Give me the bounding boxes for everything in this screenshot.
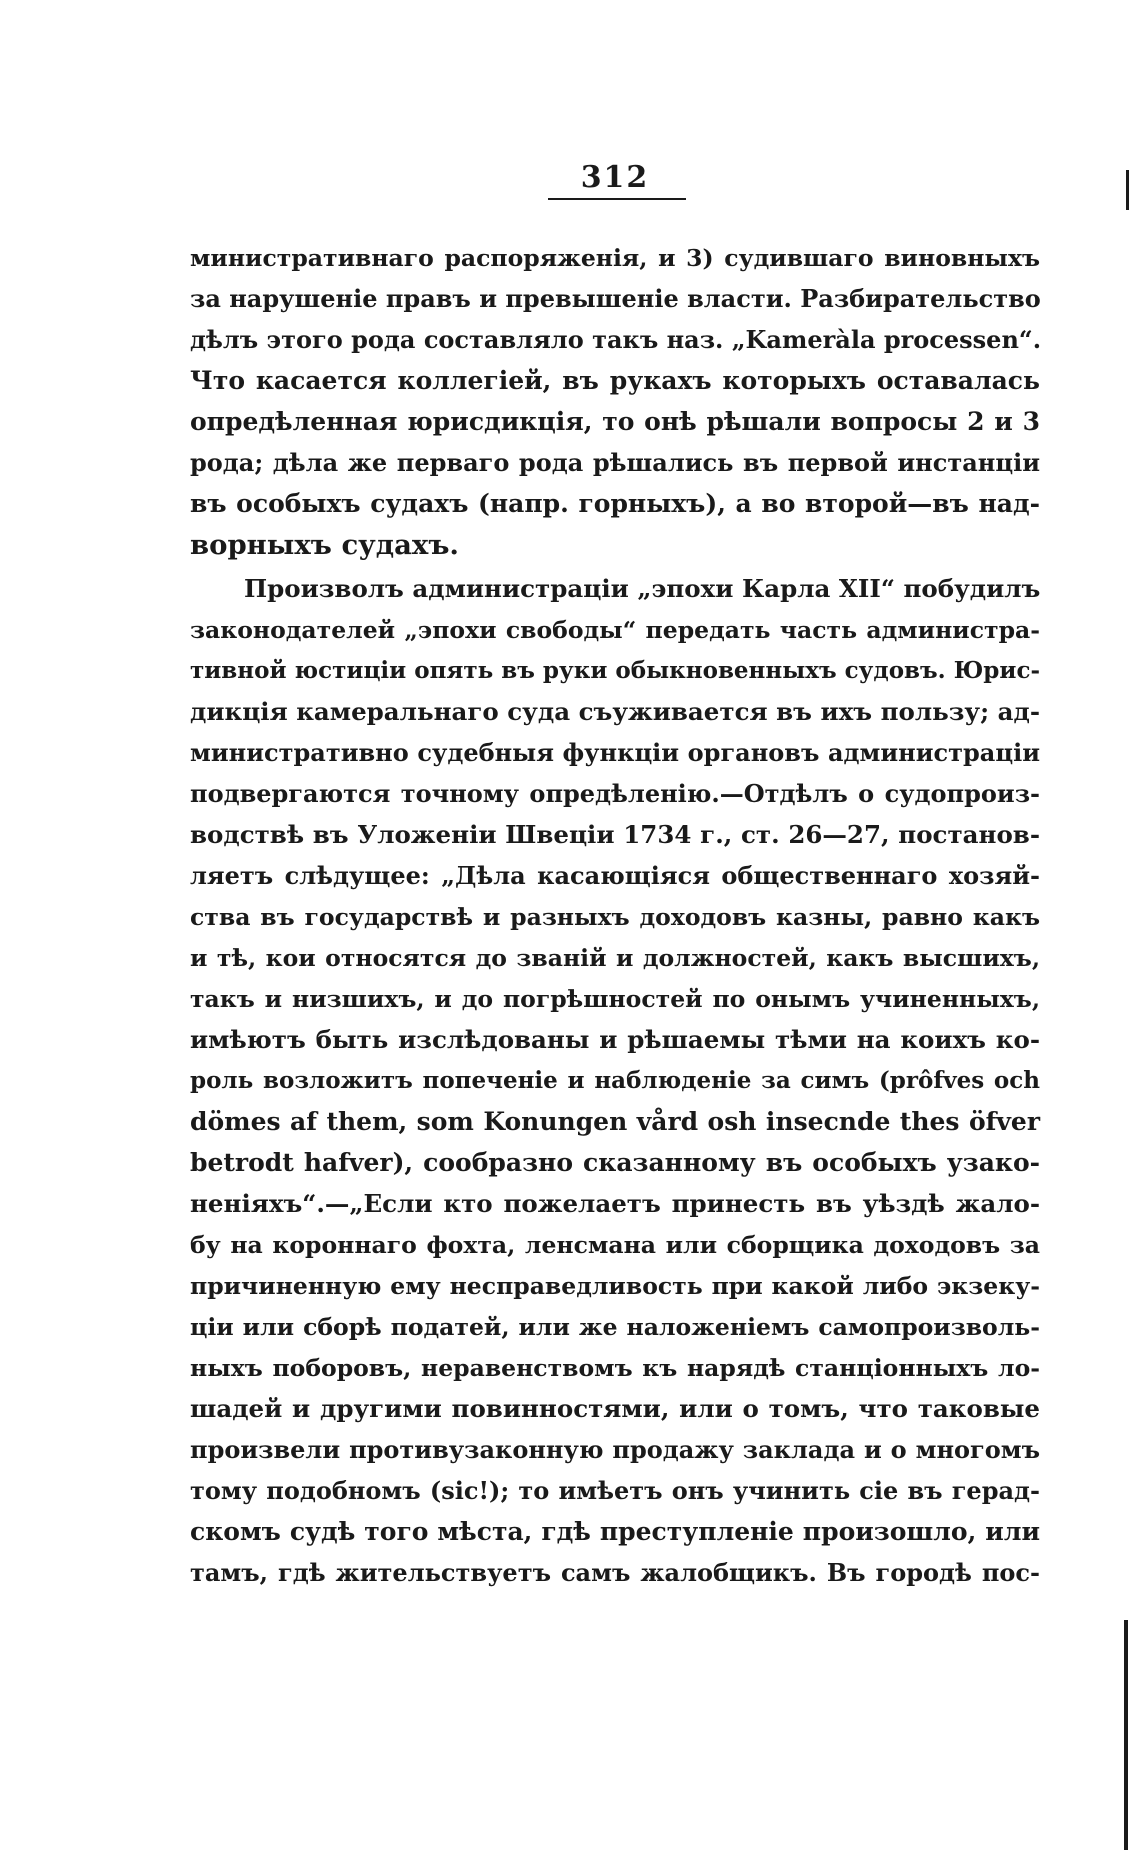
text-line: министративнаго распоряженія, и 3) судившаго виновныхъ [190, 244, 1040, 272]
page-number-rule [548, 198, 686, 200]
text-line: betrodt hafver), сообразно сказанному въ особыхъ узако- [190, 1148, 1040, 1177]
text-line: бу на короннаго фохта, ленсмана или сборщика доходовъ за [190, 1231, 1040, 1259]
text-line: неніяхъ“.—„Если кто пожелаетъ принесть въ уѣздѣ жало- [190, 1189, 1040, 1218]
text-line: тому подобномъ (sic!); то имѣетъ онъ учинить сіе въ герад- [190, 1476, 1040, 1505]
text-line: роль возложитъ попеченіе и наблюденіе за симъ (prôfves och [190, 1067, 1040, 1094]
text-line: дикція камеральнаго суда съуживается въ ихъ пользу; ад- [190, 697, 1041, 726]
text-line: министративно судебныя функціи органовъ администраціи [190, 738, 1040, 767]
text-line: водствѣ въ Уложеніи Швеціи 1734 г., ст. 26—27, постанов- [190, 820, 1040, 849]
text-line: произвели противузаконную продажу заклада и о многомъ [190, 1435, 1040, 1464]
scan-edge-mark [1124, 1620, 1128, 1850]
text-line: опредѣленная юрисдикція, то онѣ рѣшали вопросы 2 и 3 [190, 407, 1040, 436]
text-line: ныхъ поборовъ, неравенствомъ къ нарядѣ станціонныхъ ло- [190, 1354, 1040, 1382]
text-line: Что касается коллегіей, въ рукахъ которыхъ оставалась [190, 366, 1040, 395]
text-line: законодателей „эпохи свободы“ передать часть администра- [190, 616, 1040, 644]
text-line: шадей и другими повинностями, или о томъ, что таковые [190, 1394, 1040, 1423]
text-line: тивной юстиціи опять въ руки обыкновенныхъ судовъ. Юрис- [190, 657, 1040, 684]
text-line: дѣлъ этого рода составляло такъ наз. „Kameràla processen“. [190, 325, 1042, 354]
text-line: имѣютъ быть изслѣдованы и рѣшаемы тѣми на коихъ ко- [190, 1025, 1040, 1054]
text-line: тамъ, гдѣ жительствуетъ самъ жалобщикъ. Въ городѣ пос- [190, 1558, 1040, 1587]
text-line: Произволъ администраціи „эпохи Карла XII“ побудилъ [244, 574, 1041, 603]
text-line: ворныхъ судахъ. [190, 529, 459, 561]
text-line: и тѣ, кои относятся до званій и должностей, какъ высшихъ, [190, 944, 1040, 972]
text-line: причиненную ему несправедливость при какой либо экзеку- [190, 1272, 1040, 1300]
scan-edge-mark [1126, 170, 1129, 210]
text-line: за нарушеніе правъ и превышеніе власти. Разбирательство [190, 284, 1041, 313]
text-line: такъ и низшихъ, и до погрѣшностей по онымъ учиненныхъ, [190, 985, 1040, 1013]
page-number: 312 [580, 160, 650, 195]
text-line: ляетъ слѣдущее: „Дѣла касающіяся общественнаго хозяй- [190, 861, 1040, 890]
text-line: ства въ государствѣ и разныхъ доходовъ казны, равно какъ [190, 903, 1040, 931]
text-line: ціи или сборѣ податей, или же наложеніемъ самопроизволь- [190, 1313, 1040, 1341]
text-line: dömes af them, som Konungen vård osh insecnde thes öfver [190, 1107, 1040, 1136]
text-line: въ особыхъ судахъ (напр. горныхъ), а во второй—въ над- [190, 489, 1040, 518]
text-line: скомъ судѣ того мѣста, гдѣ преступленіе произошло, или [190, 1517, 1040, 1546]
text-line: подвергаются точному опредѣленію.—Отдѣлъ о судопроиз- [190, 779, 1040, 808]
text-line: рода; дѣла же перваго рода рѣшались въ первой инстанціи [190, 448, 1040, 477]
